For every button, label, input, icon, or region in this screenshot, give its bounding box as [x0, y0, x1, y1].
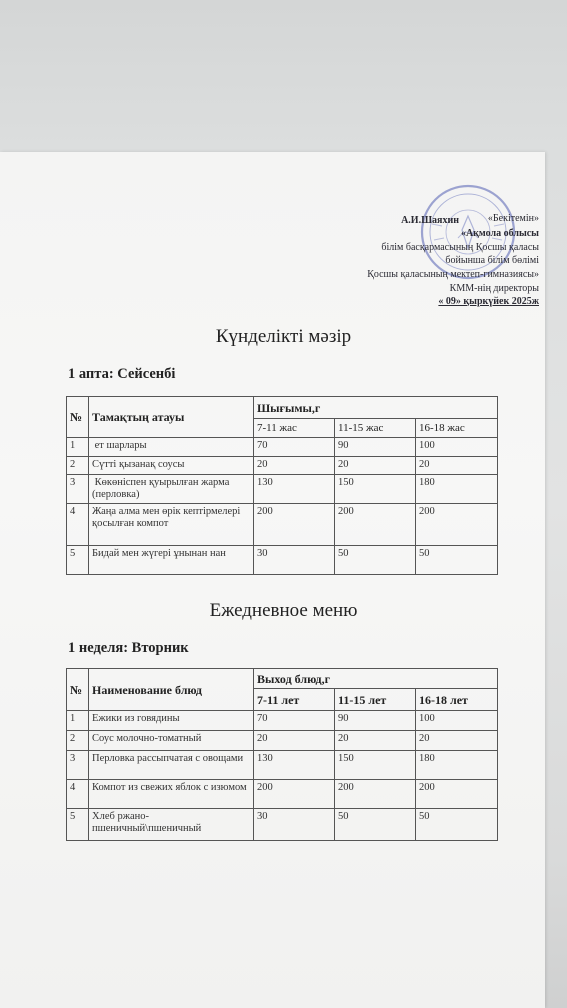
yield-age-1: 70	[254, 711, 335, 731]
yield-age-1: 30	[254, 546, 335, 575]
yield-age-1: 200	[254, 504, 335, 546]
yield-age-2: 150	[335, 475, 416, 504]
table-row	[67, 780, 498, 809]
table-row	[67, 809, 498, 841]
col-yield-header: Выход блюд,г	[254, 669, 498, 689]
approval-heading: «Бекітемін»	[487, 213, 539, 224]
row-number: 2	[67, 731, 89, 751]
table-row	[67, 475, 498, 504]
yield-age-2: 20	[335, 457, 416, 475]
approval-line-5: КММ-нің директоры	[449, 282, 539, 294]
table-row	[67, 751, 498, 780]
yield-age-3: 180	[416, 475, 498, 504]
table-header-row	[67, 669, 498, 689]
ru-menu-title: Ежедневное меню	[209, 600, 358, 621]
yield-age-3: 100	[416, 438, 498, 457]
director-name: А.И.Шаяхин	[401, 214, 459, 226]
dish-name: Соус молочно-томатный	[89, 731, 254, 751]
kz-menu-table	[66, 396, 498, 575]
yield-age-1: 200	[254, 780, 335, 809]
age-group-3: 16-18 жас	[416, 419, 498, 438]
age-group-3: 16-18 лет	[416, 689, 498, 711]
approval-line-2: білім басқармасының Қосшы қаласы	[381, 241, 539, 253]
row-number: 5	[67, 546, 89, 575]
row-number: 4	[67, 504, 89, 546]
yield-age-1: 30	[254, 809, 335, 841]
dish-name: ет шарлары	[89, 438, 254, 457]
row-number: 5	[67, 809, 89, 841]
row-number: 3	[67, 751, 89, 780]
dish-name: Перловка рассыпчатая с овощами	[89, 751, 254, 780]
yield-age-2: 200	[335, 780, 416, 809]
approval-date: « 09» қыркүйек 2025ж	[438, 296, 539, 308]
col-yield-header: Шығымы,г	[254, 397, 498, 419]
dish-name: Сүтті қызанақ соусы	[89, 457, 254, 475]
yield-age-2: 50	[335, 546, 416, 575]
table-row	[67, 711, 498, 731]
yield-age-3: 200	[416, 504, 498, 546]
dish-name: Жаңа алма мен өрік кептірмелері қосылған компот	[89, 504, 254, 546]
table-row	[67, 504, 498, 546]
dish-name: Хлеб ржано-пшеничный\пшеничный	[89, 809, 254, 841]
yield-age-2: 90	[335, 711, 416, 731]
dish-name: Көкөніспен қуырылған жарма (перловка)	[89, 475, 254, 504]
yield-age-2: 150	[335, 751, 416, 780]
yield-age-3: 180	[416, 751, 498, 780]
kz-week-label: 1 апта: Сейсенбі	[68, 366, 176, 382]
kz-menu-title: Күнделікті мәзір	[215, 326, 352, 347]
approval-line-3: бойынша білім бөлімі	[445, 255, 539, 267]
age-group-2: 11-15 жас	[335, 419, 416, 438]
yield-age-3: 200	[416, 780, 498, 809]
col-number-header: №	[67, 397, 89, 438]
dish-name: Ежики из говядины	[89, 711, 254, 731]
yield-age-2: 90	[335, 438, 416, 457]
yield-age-3: 50	[416, 546, 498, 575]
table-header-row	[67, 397, 498, 419]
yield-age-1: 130	[254, 751, 335, 780]
row-number: 1	[67, 711, 89, 731]
table-row	[67, 438, 498, 457]
table-row	[67, 457, 498, 475]
yield-age-3: 100	[416, 711, 498, 731]
yield-age-1: 130	[254, 475, 335, 504]
approval-line-4: Қосшы қаласының мектеп-гимназиясы»	[367, 268, 539, 280]
row-number: 3	[67, 475, 89, 504]
dish-name: Бидай мен жүгері ұнынан нан	[89, 546, 254, 575]
dish-name: Компот из свежих яблок с изюмом	[89, 780, 254, 809]
age-group-1: 7-11 жас	[254, 419, 335, 438]
col-number-header: №	[67, 669, 89, 711]
row-number: 4	[67, 780, 89, 809]
age-group-2: 11-15 лет	[335, 689, 416, 711]
yield-age-3: 20	[416, 457, 498, 475]
yield-age-2: 200	[335, 504, 416, 546]
col-dish-header: Наименование блюд	[89, 669, 254, 711]
age-group-1: 7-11 лет	[254, 689, 335, 711]
yield-age-2: 50	[335, 809, 416, 841]
row-number: 2	[67, 457, 89, 475]
yield-age-2: 20	[335, 731, 416, 751]
yield-age-1: 20	[254, 457, 335, 475]
table-row	[67, 731, 498, 751]
yield-age-3: 20	[416, 731, 498, 751]
row-number: 1	[67, 438, 89, 457]
yield-age-3: 50	[416, 809, 498, 841]
approval-block	[239, 212, 539, 309]
table-row	[67, 546, 498, 575]
ru-menu-table	[66, 668, 498, 841]
ru-week-label: 1 неделя: Вторник	[68, 640, 189, 656]
col-dish-header: Тамақтың атауы	[89, 397, 254, 438]
yield-age-1: 70	[254, 438, 335, 457]
yield-age-1: 20	[254, 731, 335, 751]
approval-line-1: «Ақмола облысы	[460, 228, 539, 240]
